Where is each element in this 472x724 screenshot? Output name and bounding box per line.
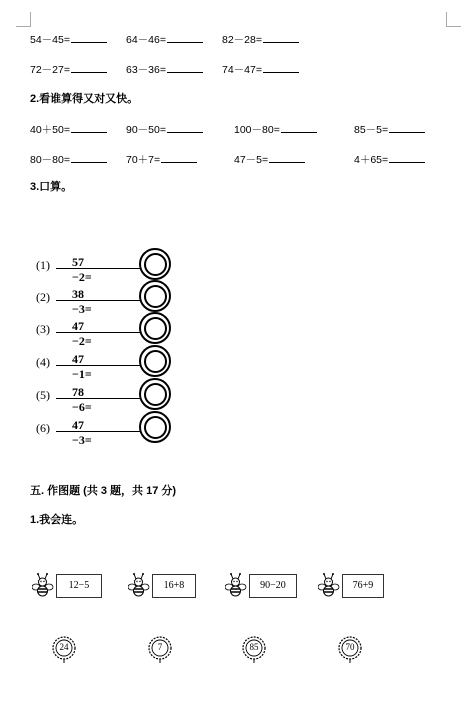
answer-circle[interactable] — [139, 345, 171, 377]
answer-blank[interactable] — [389, 122, 425, 133]
flower-number: 70 — [345, 642, 355, 652]
bee-icon — [128, 573, 150, 597]
item-number: (3) — [36, 322, 50, 336]
flower-number: 7 — [157, 642, 163, 652]
answer-line — [56, 398, 144, 399]
item-number: (6) — [36, 421, 50, 435]
chain-expression: 47 −1= — [72, 352, 92, 381]
chain-expression: 38 −3= — [72, 287, 92, 316]
bee-icon — [318, 573, 340, 597]
answer-blank[interactable] — [167, 122, 203, 133]
answer-blank[interactable] — [167, 62, 203, 73]
answer-circle[interactable] — [139, 248, 171, 280]
equation: 63－36= — [126, 62, 203, 77]
answer-blank[interactable] — [71, 122, 107, 133]
item-number: (5) — [36, 388, 50, 402]
answer-blank[interactable] — [263, 62, 299, 73]
flower-item[interactable] — [148, 636, 172, 664]
answer-blank[interactable] — [269, 152, 305, 163]
answer-circle[interactable] — [139, 411, 171, 443]
answer-line — [56, 300, 144, 301]
flower-item[interactable] — [338, 636, 362, 664]
expression-card: 12−5 — [56, 574, 102, 598]
equation: 70＋7= — [126, 152, 197, 167]
chain-expression: 78 −6= — [72, 385, 92, 414]
question-3-title: 3.口算。 — [30, 181, 73, 193]
answer-circle[interactable] — [139, 378, 171, 410]
equation: 85－5= — [354, 122, 425, 137]
equation: 80－80= — [30, 152, 107, 167]
equation: 4＋65= — [354, 152, 425, 167]
page-corner-mark — [16, 12, 31, 27]
answer-blank[interactable] — [71, 32, 107, 43]
chain-expression: 57 −2= — [72, 255, 92, 284]
bee-icon — [32, 573, 54, 597]
answer-line — [56, 332, 144, 333]
answer-blank[interactable] — [281, 122, 317, 133]
answer-blank[interactable] — [71, 152, 107, 163]
answer-blank[interactable] — [71, 62, 107, 73]
answer-blank[interactable] — [161, 152, 197, 163]
expression-card: 90−20 — [249, 574, 297, 598]
section-5-title: 五. 作图题 (共 3 题，共 17 分) — [30, 485, 177, 497]
equation: 40＋50= — [30, 122, 107, 137]
section-5-question-1: 1.我会连。 — [30, 514, 84, 526]
equation: 74－47= — [222, 62, 299, 77]
chain-expression: 47 −3= — [72, 418, 92, 447]
flower-number: 85 — [249, 642, 259, 652]
answer-blank[interactable] — [167, 32, 203, 43]
expression-card: 76+9 — [342, 574, 384, 598]
flower-item[interactable] — [52, 636, 76, 664]
answer-line — [56, 365, 144, 366]
item-number: (4) — [36, 355, 50, 369]
flower-item[interactable] — [242, 636, 266, 664]
question-2-title: 2.看谁算得又对又快。 — [30, 93, 139, 105]
bee-icon — [225, 573, 247, 597]
equation: 100－80= — [234, 122, 317, 137]
equation: 82－28= — [222, 32, 299, 47]
equation: 72－27= — [30, 62, 107, 77]
answer-circle[interactable] — [139, 312, 171, 344]
chain-expression: 47 −2= — [72, 319, 92, 348]
answer-blank[interactable] — [263, 32, 299, 43]
equation: 90－50= — [126, 122, 203, 137]
answer-line — [56, 268, 144, 269]
item-number: (2) — [36, 290, 50, 304]
item-number: (1) — [36, 258, 50, 272]
equation: 54－45= — [30, 32, 107, 47]
expression-card: 16+8 — [152, 574, 196, 598]
equation: 47－5= — [234, 152, 305, 167]
page-corner-mark — [446, 12, 461, 27]
answer-circle[interactable] — [139, 280, 171, 312]
equation: 64－46= — [126, 32, 203, 47]
answer-line — [56, 431, 144, 432]
flower-number: 24 — [59, 642, 69, 652]
answer-blank[interactable] — [389, 152, 425, 163]
